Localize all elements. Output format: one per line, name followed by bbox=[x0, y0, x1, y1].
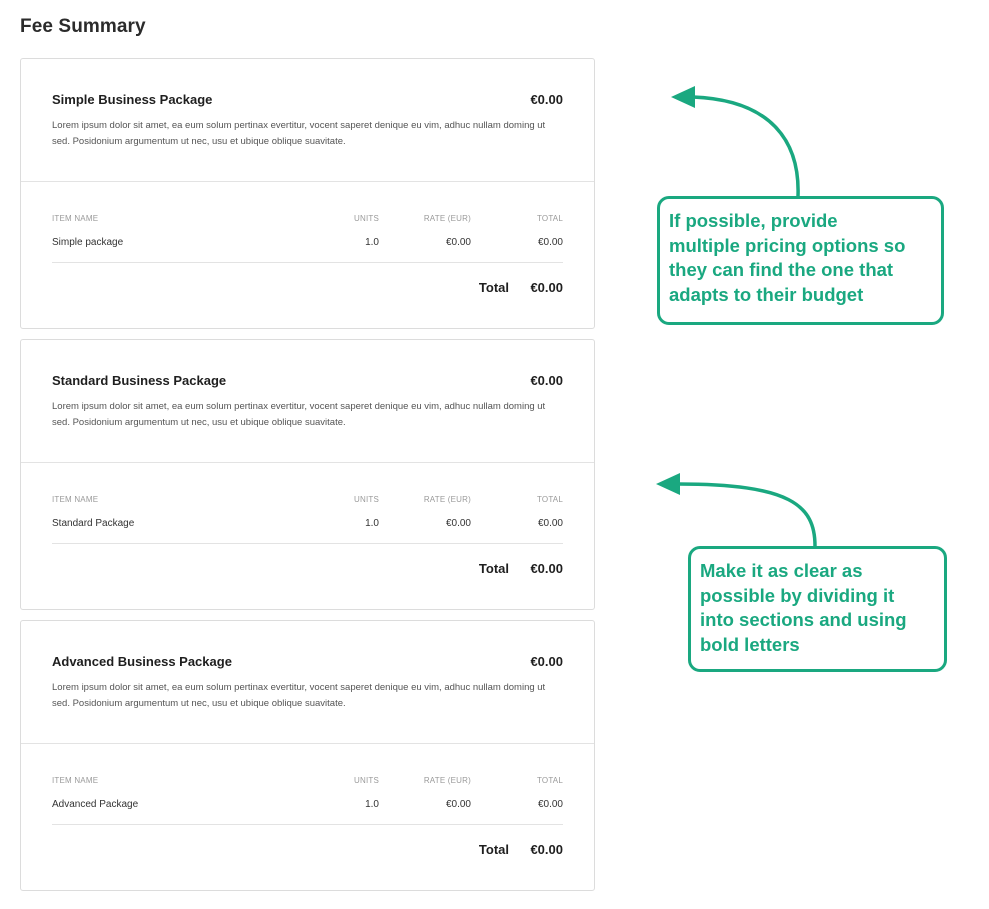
item-rate: €0.00 bbox=[445, 799, 471, 810]
column-header-units: UNITS bbox=[354, 214, 379, 223]
item-units: 1.0 bbox=[365, 799, 379, 810]
package-card-standard bbox=[20, 339, 595, 610]
item-total: €0.00 bbox=[537, 799, 563, 810]
column-header-rate: RATE (EUR) bbox=[423, 495, 471, 504]
package-price: €0.00 bbox=[530, 373, 563, 388]
package-price: €0.00 bbox=[530, 92, 563, 107]
item-rate: €0.00 bbox=[445, 518, 471, 529]
column-header-units: UNITS bbox=[354, 776, 379, 785]
arrow-icon bbox=[671, 86, 798, 196]
package-name: Standard Business Package bbox=[52, 373, 227, 388]
item-units: 1.0 bbox=[365, 518, 379, 529]
total-value: €0.00 bbox=[530, 280, 563, 295]
column-header-item-name: ITEM NAME bbox=[52, 214, 99, 223]
column-header-rate: RATE (EUR) bbox=[423, 214, 471, 223]
row-divider bbox=[52, 824, 563, 825]
total-value: €0.00 bbox=[530, 842, 563, 857]
total-label: Total bbox=[478, 280, 509, 295]
item-name: Simple package bbox=[52, 237, 124, 248]
callout-clarity-tip: Make it as clear as possible by dividing it into sections and using bold letters bbox=[688, 546, 947, 672]
item-total: €0.00 bbox=[537, 237, 563, 248]
column-header-units: UNITS bbox=[354, 495, 379, 504]
item-units: 1.0 bbox=[365, 237, 379, 248]
package-name: Simple Business Package bbox=[52, 92, 213, 107]
item-name: Advanced Package bbox=[52, 799, 139, 810]
total-label: Total bbox=[478, 561, 509, 576]
package-description: Lorem ipsum dolor sit amet, ea eum solum pertinax evertitur, vocent saperet denique eu vim, adhuc nullam doming ut sed. Posidonium argumentum ut nec, usu et ubique oblique suavitate. bbox=[52, 120, 546, 147]
column-header-item-name: ITEM NAME bbox=[52, 776, 99, 785]
package-card-simple bbox=[20, 58, 595, 329]
row-divider bbox=[52, 543, 563, 544]
total-value: €0.00 bbox=[530, 561, 563, 576]
total-label: Total bbox=[478, 842, 509, 857]
package-description: Lorem ipsum dolor sit amet, ea eum solum pertinax evertitur, vocent saperet denique eu vim, adhuc nullam doming ut sed. Posidonium argumentum ut nec, usu et ubique oblique suavitate. bbox=[52, 401, 546, 428]
item-rate: €0.00 bbox=[445, 237, 471, 248]
package-header bbox=[21, 621, 594, 744]
item-name: Standard Package bbox=[52, 518, 135, 529]
column-header-item-name: ITEM NAME bbox=[52, 495, 99, 504]
column-header-rate: RATE (EUR) bbox=[423, 776, 471, 785]
column-header-total: TOTAL bbox=[536, 214, 563, 223]
package-card-advanced bbox=[20, 620, 595, 891]
row-divider bbox=[52, 262, 563, 263]
arrow-icon bbox=[656, 473, 815, 546]
package-name: Advanced Business Package bbox=[52, 654, 232, 669]
package-price: €0.00 bbox=[530, 654, 563, 669]
item-total: €0.00 bbox=[537, 518, 563, 529]
column-header-total: TOTAL bbox=[536, 495, 563, 504]
package-header bbox=[21, 340, 594, 463]
callout-pricing-options: If possible, provide multiple pricing options so they can find the one that adapts to their budget bbox=[657, 196, 944, 325]
column-header-total: TOTAL bbox=[536, 776, 563, 785]
package-header bbox=[21, 59, 594, 182]
page-title: Fee Summary bbox=[20, 16, 146, 37]
package-description: Lorem ipsum dolor sit amet, ea eum solum pertinax evertitur, vocent saperet denique eu vim, adhuc nullam doming ut sed. Posidonium argumentum ut nec, usu et ubique oblique suavitate. bbox=[52, 682, 546, 709]
